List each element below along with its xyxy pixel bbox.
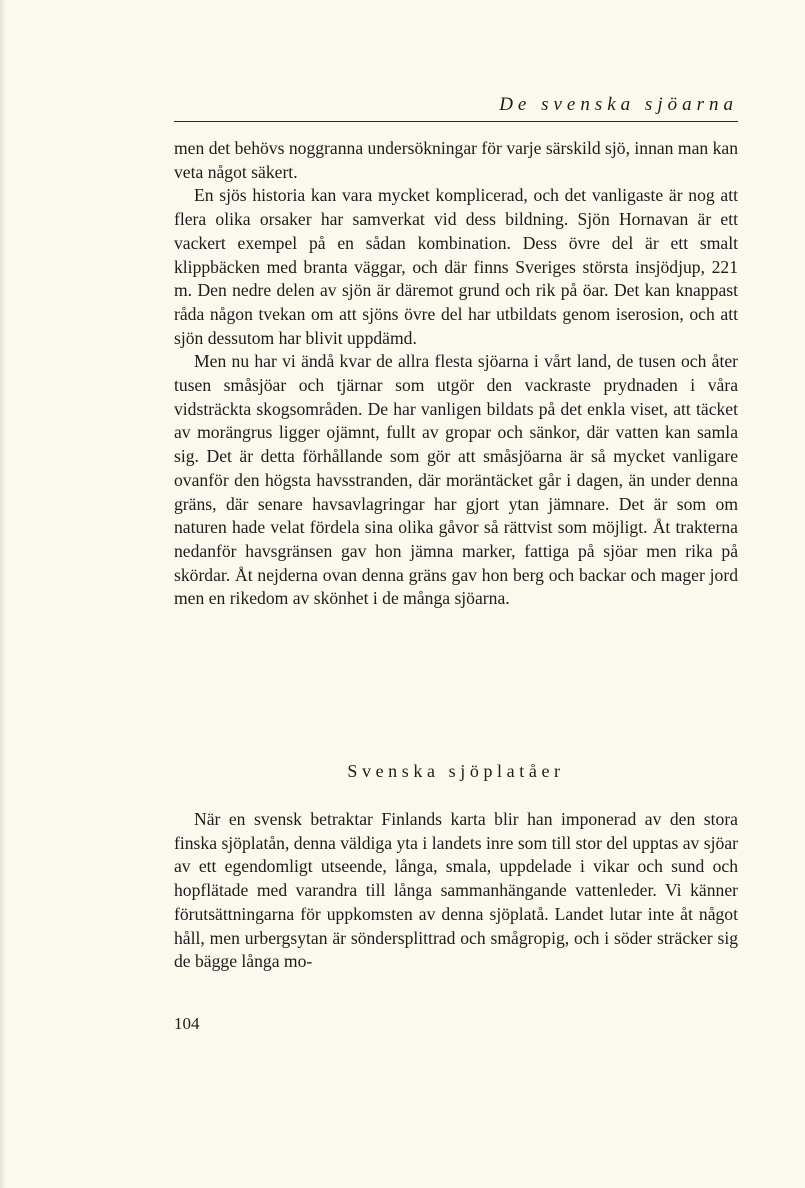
paragraph: men det behövs noggranna undersökningar för varje särskild sjö, innan man kan veta något säkert. [174,138,738,182]
page-number: 104 [174,1014,200,1033]
paragraph: Men nu har vi ändå kvar de allra flesta sjöarna i vårt land, de tusen och åter tusen småsjöar och tjärnar som utgör den vackraste prydnaden i våra vidsträckta skogsområden. De har vanligen bildats på det enkla viset, att täcket av morängrus ligger ojämnt, fullt av gropar och sänkor, där vatten kan samla sig. Det är detta förhållande som gör att småsjöarna är så mycket vanligare ovanför den högsta havsstranden, där moräntäcket går i dagen, än under denna gräns, där senare havsavlagringar har gjort ytan jämnare. Det är som om naturen hade velat fördela sina olika gåvor så rättvist som möjligt. Åt trakterna nedanför havsgränsen gav hon jämna marker, fattiga på sjöar men rika på skördar. Åt nejderna ovan denna gräns gav hon berg och backar och mager jord men en rikedom av skönhet i de många sjöarna. [174,351,738,609]
page-edge [0,0,6,1188]
paragraph: En sjös historia kan vara mycket komplicerad, och det vanligaste är nog att flera olika orsaker har samverkat vid dess bildning. Sjön Hornavan är ett vackert exempel på en sådan kombination. Dess övre del är ett smalt klippbäcken med branta väggar, och där finns Sveriges största insjödjup, 221 m. Den nedre delen av sjön är däremot grund och rik på öar. Det kan knappast råda någon tvekan om att sjöns övre del har utbildats genom iserosion, och att sjön dessutom har blivit uppdämd. [174,185,738,348]
section-heading: Svenska sjöplatåer [347,761,565,781]
header-rule [174,121,738,122]
paragraph: När en svensk betraktar Finlands karta blir han imponerad av den stora finska sjöplatån, denna väldiga yta i landets inre som till stor del upptas av sjöar av ett egendomligt utseende, långa, smala, uppdelade i vikar och sund och hopflätade med varandra till långa sammanhängande vattenleder. Vi känner förutsättningarna för uppkomsten av denna sjöplatå. Landet lutar inte åt något håll, men urbergsytan är söndersplittrad och smågropig, och i söder sträcker sig de bägge långa mo- [174,809,738,972]
section-body-text [174,808,738,974]
running-head: De svenska sjöarna [499,94,738,115]
body-text [174,137,738,611]
